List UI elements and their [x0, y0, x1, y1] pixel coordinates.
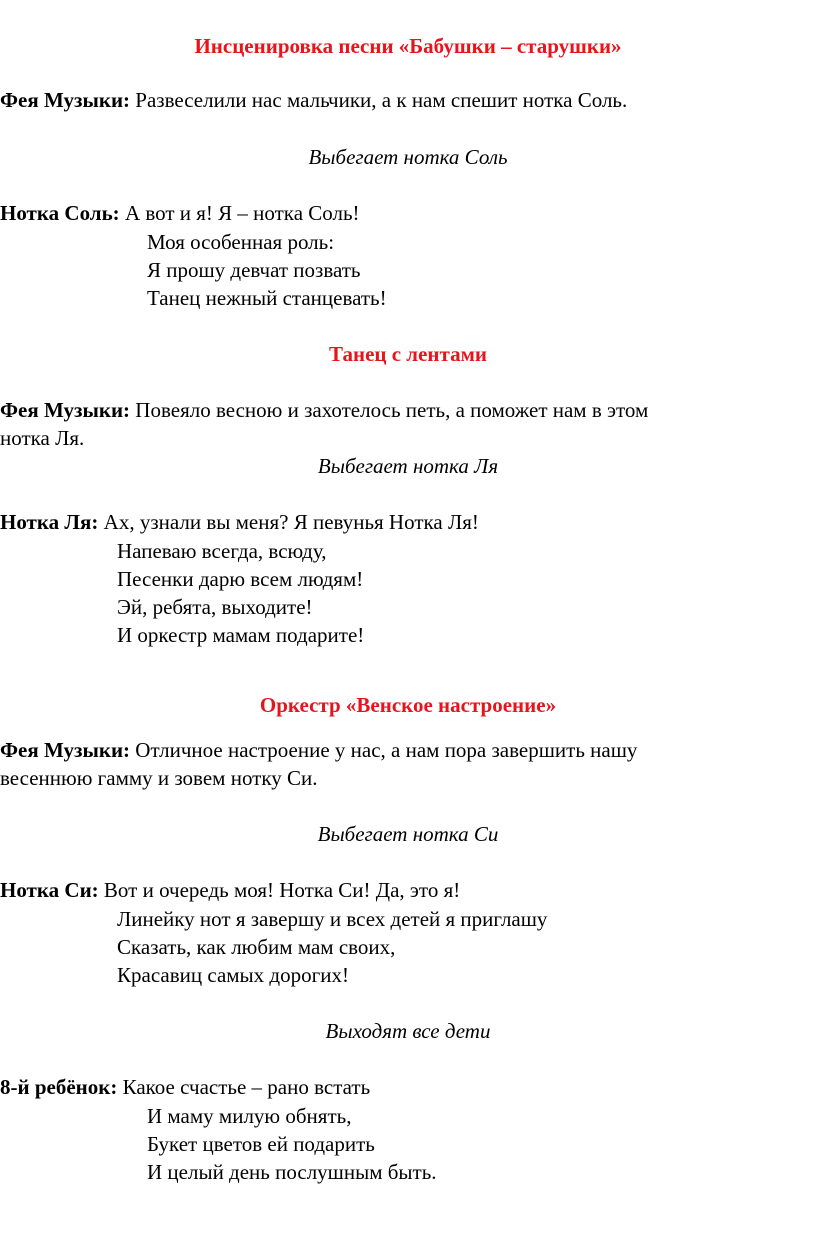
verse-line: И маму милую обнять,: [147, 1104, 352, 1128]
dialogue-text: весеннюю гамму и зовем нотку Си.: [0, 766, 318, 790]
section-heading: Танец с лентами: [328, 342, 487, 366]
speaker-label: Нотка Си:: [0, 878, 99, 902]
dialogue-line: [0, 199, 360, 227]
dialogue-text: Вот и очередь моя! Нотка Си! Да, это я!: [98, 878, 461, 902]
stage-direction: Выбегает нотка Ля: [317, 454, 499, 478]
speaker-label: 8-й ребёнок:: [0, 1075, 118, 1099]
verse-line: Красавиц самых дорогих!: [117, 963, 349, 987]
dialogue-line: [0, 508, 479, 536]
speaker-label: Фея Музыки:: [0, 88, 131, 112]
dialogue-line: [0, 736, 637, 764]
dialogue-line: [0, 86, 627, 114]
verse-line: Эй, ребята, выходите!: [117, 595, 313, 619]
dialogue-text: Развеселили нас мальчики, а к нам спешит нотка Соль.: [130, 88, 628, 112]
stage-direction: Выбегает нотка Соль: [308, 145, 508, 169]
dialogue-line: [0, 1073, 370, 1101]
verse-line: Я прошу девчат позвать: [147, 258, 361, 282]
dialogue-text: Повеяло весною и захотелось петь, а поможет нам в этом: [130, 398, 649, 422]
speaker-label: Фея Музыки:: [0, 398, 131, 422]
dialogue-text: Отличное настроение у нас, а нам пора завершить нашу: [130, 738, 638, 762]
speaker-label: Нотка Ля:: [0, 510, 99, 534]
dialogue-text: А вот и я! Я – нотка Соль!: [119, 201, 360, 225]
dialogue-text: Ах, узнали вы меня? Я певунья Нотка Ля!: [98, 510, 479, 534]
verse-line: И целый день послушным быть.: [147, 1160, 437, 1184]
verse-line: Линейку нот я завершу и всех детей я приглашу: [117, 907, 548, 931]
verse-line: Танец нежный станцевать!: [147, 286, 387, 310]
verse-line: И оркестр мамам подарите!: [117, 623, 365, 647]
section-heading: Оркестр «Венское настроение»: [259, 693, 557, 717]
verse-line: Моя особенная роль:: [147, 230, 335, 254]
speaker-label: Нотка Соль:: [0, 201, 120, 225]
verse-line: Сказать, как любим мам своих,: [117, 935, 396, 959]
dialogue-text: нотка Ля.: [0, 426, 85, 450]
verse-line: Букет цветов ей подарить: [147, 1132, 375, 1156]
verse-line: Песенки дарю всем людям!: [117, 567, 364, 591]
stage-direction: Выбегает нотка Си: [317, 822, 499, 846]
stage-direction: Выходят все дети: [325, 1019, 491, 1043]
dialogue-line: [0, 876, 460, 904]
speaker-label: Фея Музыки:: [0, 738, 131, 762]
dialogue-text: Какое счастье – рано встать: [117, 1075, 371, 1099]
page-title: Инсценировка песни «Бабушки – старушки»: [194, 34, 622, 58]
dialogue-line: [0, 396, 648, 424]
verse-line: Напеваю всегда, всюду,: [117, 539, 327, 563]
